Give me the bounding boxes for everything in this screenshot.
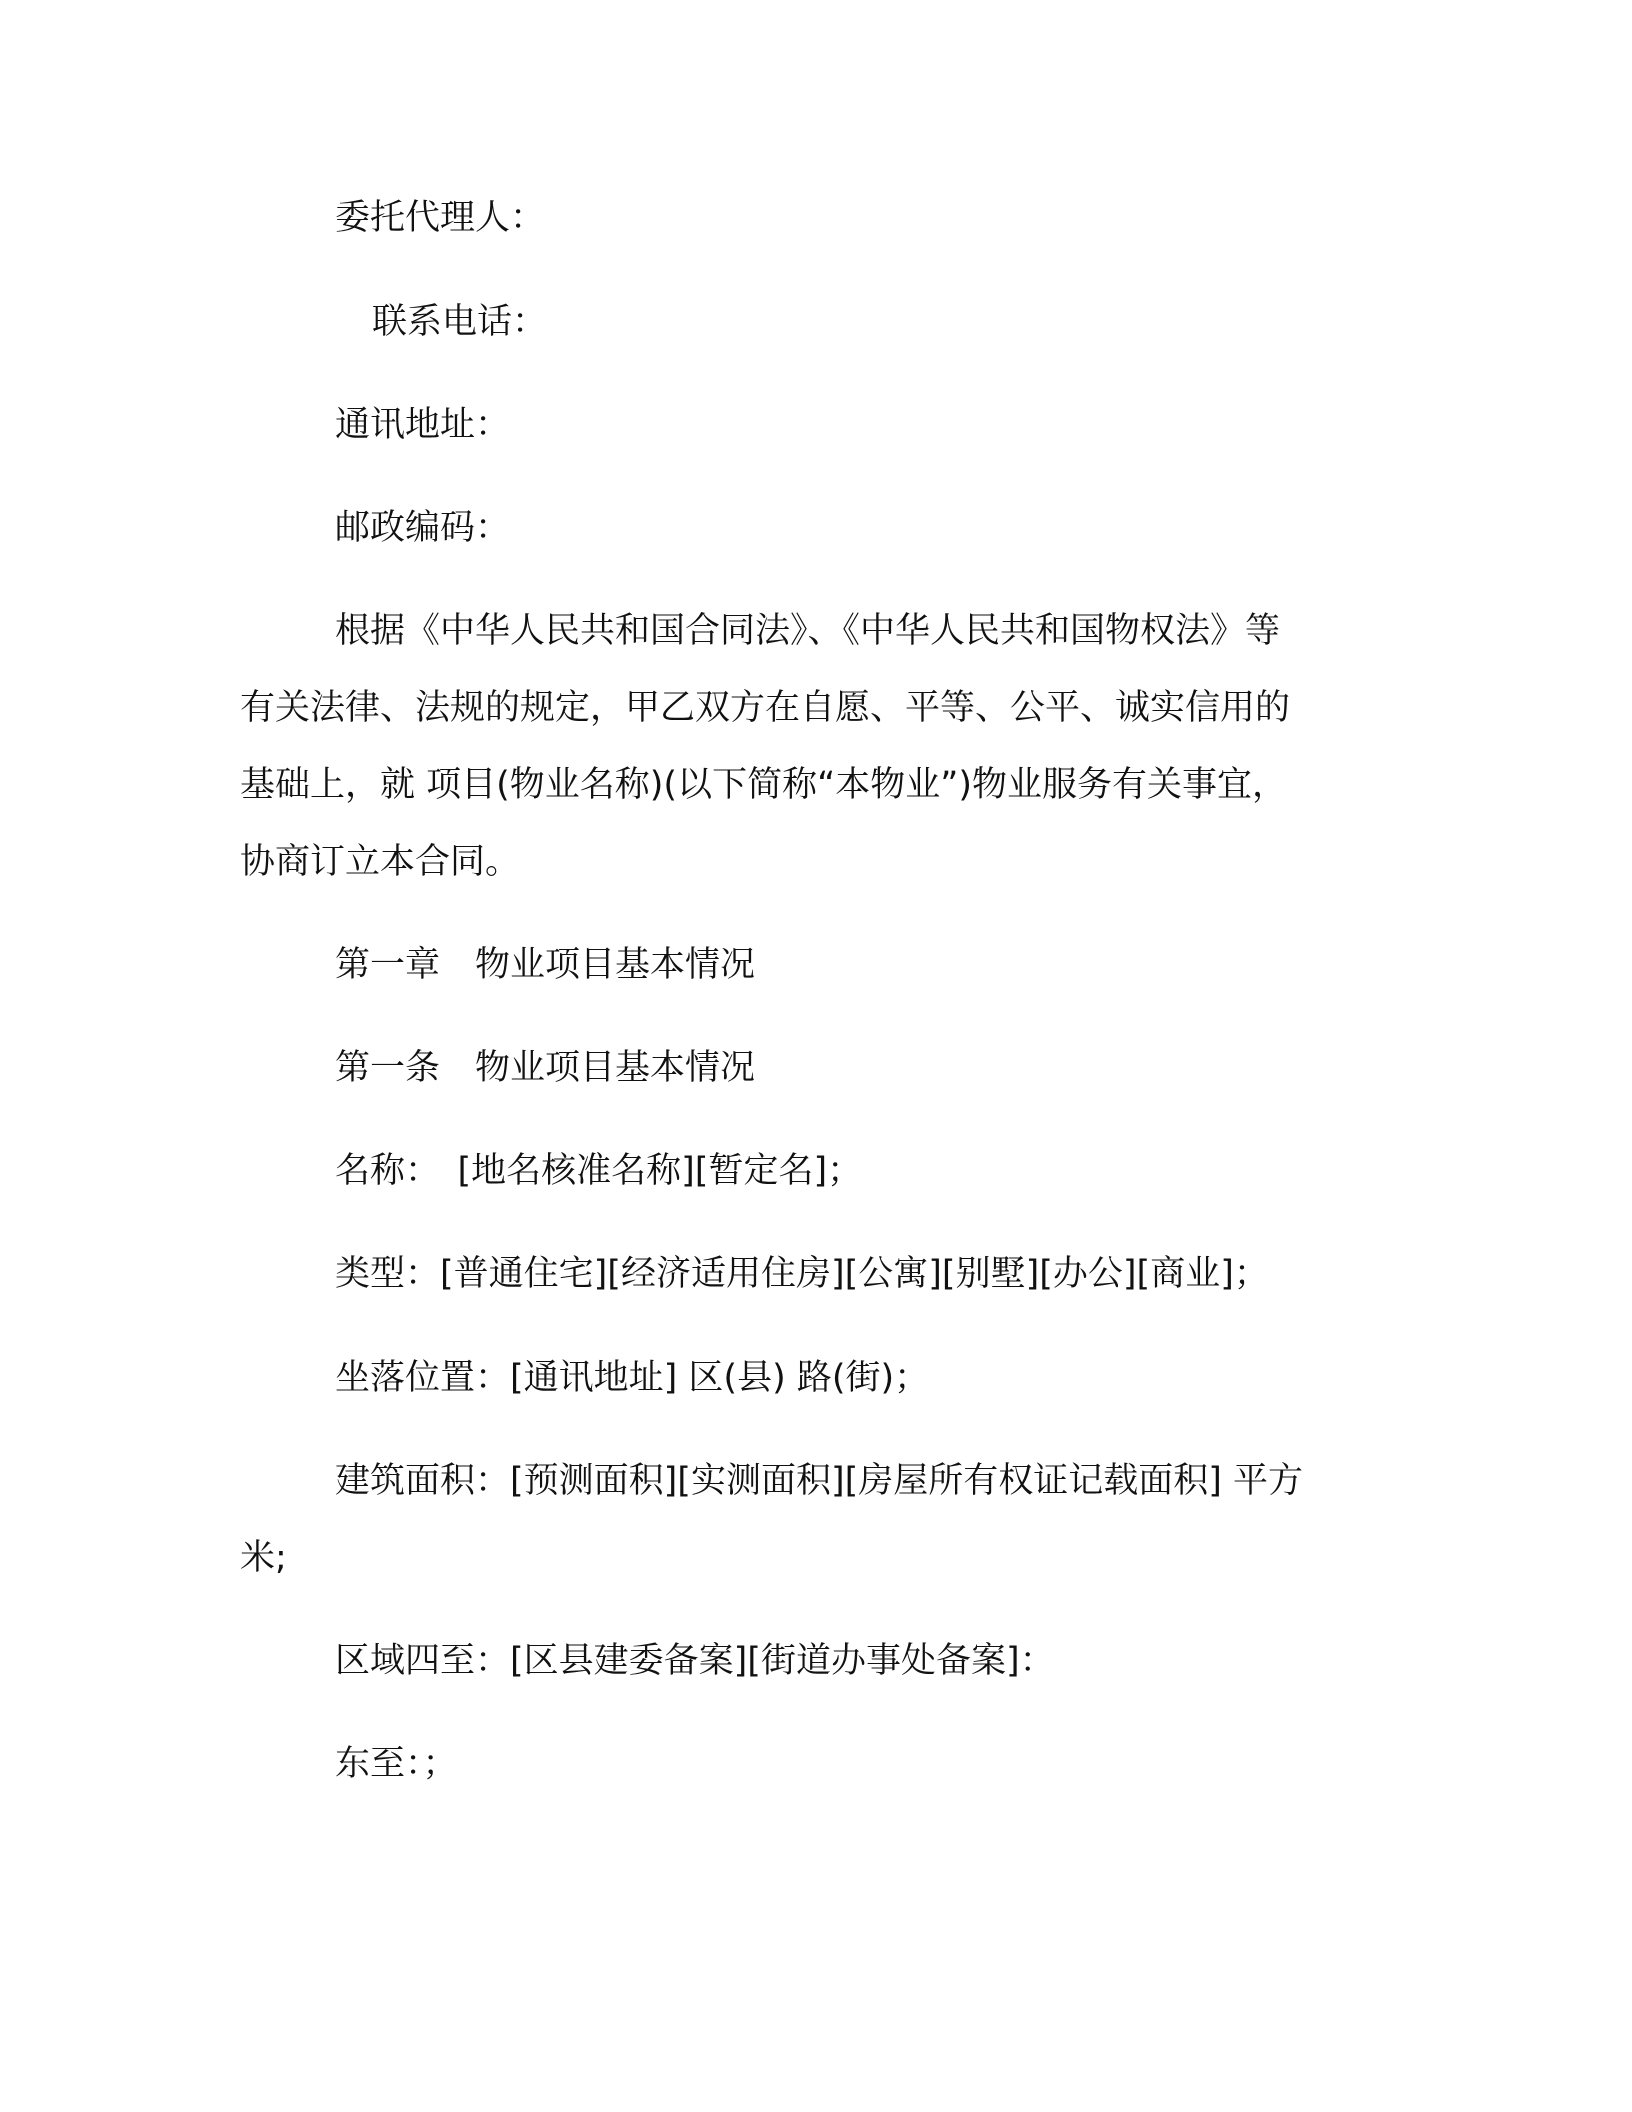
phone-label: 联系电话： bbox=[372, 302, 548, 342]
article-heading: 第一条 物业项目基本情况 bbox=[335, 1048, 756, 1088]
postcode-label: 邮政编码： bbox=[335, 508, 511, 548]
paragraph-line-3: 基础上，就 项目(物业名称)(以下简称“本物业”)物业服务有关事宜， bbox=[240, 765, 1288, 805]
type-line: 类型：[普通住宅][经济适用住房][公寓][别墅][办公][商业]； bbox=[335, 1254, 1269, 1294]
east-line: 东至：； bbox=[335, 1744, 458, 1784]
area-line-1: 建筑面积：[预测面积][实测面积][房屋所有权证记载面积] 平方 bbox=[335, 1461, 1304, 1501]
chapter-heading: 第一章 物业项目基本情况 bbox=[335, 945, 756, 985]
boundary-line: 区域四至：[区县建委备案][街道办事处备案]： bbox=[335, 1641, 1055, 1681]
paragraph-line-1: 根据《中华人民共和国合同法》、《中华人民共和国物权法》等 bbox=[335, 611, 1281, 651]
name-line: 名称： [地名核准名称][暂定名]； bbox=[335, 1151, 863, 1191]
address-label: 通讯地址： bbox=[335, 405, 511, 445]
area-line-2: 米; bbox=[240, 1538, 287, 1578]
location-line: 坐落位置：[通讯地址] 区(县) 路(街)； bbox=[335, 1358, 930, 1398]
agent-label: 委托代理人： bbox=[335, 198, 546, 238]
paragraph-line-2: 有关法律、法规的规定，甲乙双方在自愿、平等、公平、诚实信用的 bbox=[240, 688, 1291, 728]
paragraph-line-4: 协商订立本合同。 bbox=[240, 842, 521, 882]
